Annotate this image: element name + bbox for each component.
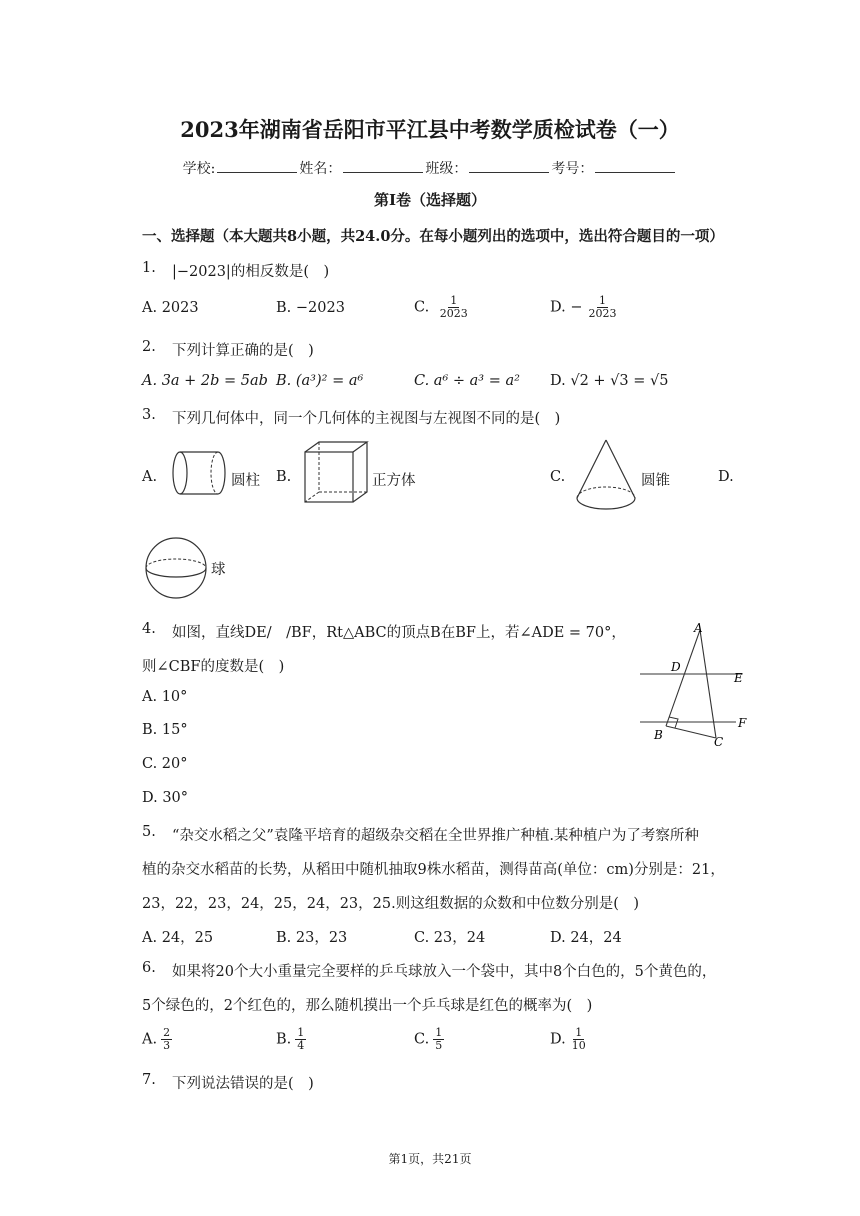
q2-option-b: B. (a³)² = a⁶ xyxy=(276,373,364,389)
fig-label-a: A xyxy=(694,621,703,635)
section-heading: 一、选择题（本大题共8小题，共24.0分。在每小题列出的选项中，选出符合题目的一项） xyxy=(142,228,724,245)
q5-stem-line3: 23，22，23，24，25，24，23，25.则这组数据的众数和中位数分别是( ) xyxy=(142,896,640,912)
volume-heading: 第I卷（选择题） xyxy=(373,191,487,209)
q6-c-fraction: $\frac{1}{5}$ xyxy=(435,1026,443,1052)
sphere-figure xyxy=(142,536,210,600)
q1-number: 1. xyxy=(142,260,156,276)
q6-option-d: D. $\frac{1}{10}$ xyxy=(550,1026,586,1052)
q3-option-d: D. xyxy=(718,469,734,485)
q6-option-c: C. $\frac{1}{5}$ xyxy=(414,1026,443,1052)
q7-stem: 下列说法错误的是( ) xyxy=(172,1076,314,1092)
q1-d-fraction: $\frac{1}{2023}$ xyxy=(588,294,617,320)
q2-stem: 下列计算正确的是( ) xyxy=(172,343,314,359)
q4-option-a: A. 10° xyxy=(142,689,188,705)
q1-option-c: C. $\frac{1}{2023}$ xyxy=(414,294,468,320)
class-label: 班级： xyxy=(425,161,468,177)
q3-label-a: 圆柱 xyxy=(231,473,260,489)
number-label: 考号： xyxy=(551,161,594,177)
cone-figure xyxy=(574,438,638,514)
name-label: 姓名： xyxy=(299,161,342,177)
fig-label-b: B xyxy=(654,728,663,742)
q2-option-a: A. 3a + 2b = 5ab xyxy=(142,373,268,389)
q5-stem-line2: 植的杂交水稻苗的长势，从稻田中随机抽取9株水稻苗，测得苗高(单位：cm)分别是：21， xyxy=(142,862,725,878)
student-info-line xyxy=(0,158,860,178)
q5-option-b: B. 23，23 xyxy=(276,930,348,946)
fig-label-e: E xyxy=(734,671,743,685)
q3-number: 3. xyxy=(142,407,156,423)
q3-option-b: B. xyxy=(276,469,292,485)
q3-option-c: C. xyxy=(550,469,566,485)
q4-stem-line2: 则∠CBF的度数是( ) xyxy=(142,659,285,675)
cube-figure xyxy=(303,440,369,506)
fig-label-f: F xyxy=(738,716,747,730)
q3-stem: 下列几何体中，同一个几何体的主视图与左视图不同的是( ) xyxy=(172,411,561,427)
q3-label-d: 球 xyxy=(211,562,226,578)
q2-option-c: C. a⁶ ÷ a³ = a² xyxy=(414,373,520,389)
q4-option-b: B. 15° xyxy=(142,722,188,738)
q6-b-fraction: $\frac{1}{4}$ xyxy=(297,1026,305,1052)
q3-option-a: A. xyxy=(142,469,158,485)
q1-option-a: A. 2023 xyxy=(142,300,199,316)
q6-stem-line2: 5个绿色的，2个红色的，那么随机摸出一个乒乓球是红色的概率为( ) xyxy=(142,998,593,1014)
q5-option-c: C. 23，24 xyxy=(414,930,486,946)
q3-label-b: 正方体 xyxy=(372,473,416,489)
school-blank xyxy=(217,160,297,173)
q4-stem-line1: 如图，直线DE/ /BF，Rt△ABC的顶点B在BF上，若∠ADE = 70°， xyxy=(172,625,626,641)
q1-c-fraction: $\frac{1}{2023}$ xyxy=(439,294,468,320)
q1-option-d: D. − $\frac{1}{2023}$ xyxy=(550,294,617,320)
fig-label-c: C xyxy=(714,735,724,749)
school-label: 学校: xyxy=(182,161,216,177)
q6-a-fraction: $\frac{2}{3}$ xyxy=(163,1026,171,1052)
cylinder-figure xyxy=(168,448,230,500)
q5-stem-line1: “杂交水稻之父”袁隆平培育的超级杂交稻在全世界推广种植.某种植户为了考察所种 xyxy=(172,828,699,844)
class-blank xyxy=(469,160,549,173)
q6-stem-line1: 如果将20个大小重量完全要样的乒乓球放入一个袋中，其中8个白色的，5个黄色的， xyxy=(172,964,717,980)
q7-number: 7. xyxy=(142,1072,156,1088)
q5-option-a: A. 24，25 xyxy=(142,930,214,946)
name-blank xyxy=(343,160,423,173)
q2-option-d: D. √2 + √3 = √5 xyxy=(550,373,669,389)
number-blank xyxy=(595,160,675,173)
page-title: 2023年湖南省岳阳市平江县中考数学质检试卷（一） xyxy=(180,117,680,142)
parallel-lines-triangle-figure xyxy=(636,618,756,750)
page-footer: 第1页，共21页 xyxy=(388,1152,472,1166)
q4-option-d: D. 30° xyxy=(142,790,189,806)
q2-number: 2. xyxy=(142,339,156,355)
q3-label-c: 圆锥 xyxy=(641,473,670,489)
q4-option-c: C. 20° xyxy=(142,756,188,772)
q1-option-b: B. −2023 xyxy=(276,300,345,316)
fig-label-d: D xyxy=(671,660,681,674)
q6-option-a: A. $\frac{2}{3}$ xyxy=(142,1026,171,1052)
q4-number: 4. xyxy=(142,621,156,637)
q6-d-fraction: $\frac{1}{10}$ xyxy=(571,1026,586,1052)
q6-option-b: B. $\frac{1}{4}$ xyxy=(276,1026,305,1052)
q5-number: 5. xyxy=(142,824,156,840)
q6-number: 6. xyxy=(142,960,156,976)
q1-stem: |−2023|的相反数是( ) xyxy=(172,264,330,280)
q5-option-d: D. 24，24 xyxy=(550,930,622,946)
